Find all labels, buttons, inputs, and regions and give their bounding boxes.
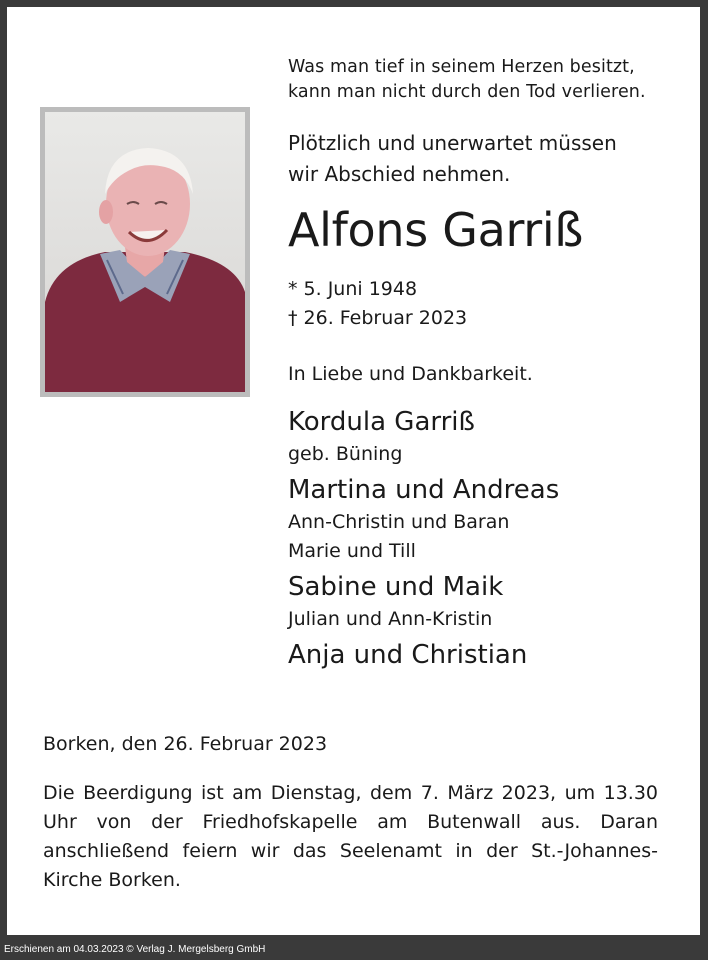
deceased-name: Alfons Garriß xyxy=(288,203,584,257)
mourner-name: Anja und Christian xyxy=(288,640,528,670)
intro-line-1: Plötzlich und unerwartet müssen xyxy=(288,131,617,155)
mourner-sub: Marie und Till xyxy=(288,540,416,562)
mourner-group xyxy=(288,638,688,673)
mourner-name: Sabine und Maik xyxy=(288,572,504,602)
main-text-column xyxy=(288,55,688,677)
death-date: † 26. Februar 2023 xyxy=(288,307,468,329)
mourner-group xyxy=(288,405,688,469)
intro-line-2: wir Abschied nehmen. xyxy=(288,162,511,186)
portrait-photo xyxy=(45,112,245,392)
intro-text xyxy=(288,128,688,190)
place-date: Borken, den 26. Februar 2023 xyxy=(43,733,328,755)
funeral-info: Die Beerdigung ist am Dienstag, dem 7. März 2023, um 13.30 Uhr von der Friedhofskapelle am Butenwall aus. Daran anschließend feiern wir das Seelenamt in der St.-Johannes-Kirche Borken. xyxy=(43,782,658,891)
birth-date: * 5. Juni 1948 xyxy=(288,278,418,300)
mourner-group xyxy=(288,570,688,634)
mourner-name: Martina und Andreas xyxy=(288,475,560,505)
mourner-name: Kordula Garriß xyxy=(288,407,475,437)
portrait-photo-frame xyxy=(40,107,250,397)
mourner-group xyxy=(288,473,688,566)
mourners-list xyxy=(288,405,688,673)
mourner-sub: Ann-Christin und Baran xyxy=(288,511,510,533)
quote xyxy=(288,55,688,105)
obituary-notice xyxy=(7,7,700,935)
thanks-line: In Liebe und Dankbarkeit. xyxy=(288,363,533,385)
publication-footer: Erschienen am 04.03.2023 © Verlag J. Mergelsberg GmbH xyxy=(4,944,266,955)
mourner-sub: geb. Büning xyxy=(288,443,403,465)
life-dates xyxy=(288,275,688,333)
quote-line-2: kann man nicht durch den Tod verlieren. xyxy=(288,82,646,102)
quote-line-1: Was man tief in seinem Herzen besitzt, xyxy=(288,57,635,77)
mourner-sub: Julian und Ann-Kristin xyxy=(288,608,493,630)
